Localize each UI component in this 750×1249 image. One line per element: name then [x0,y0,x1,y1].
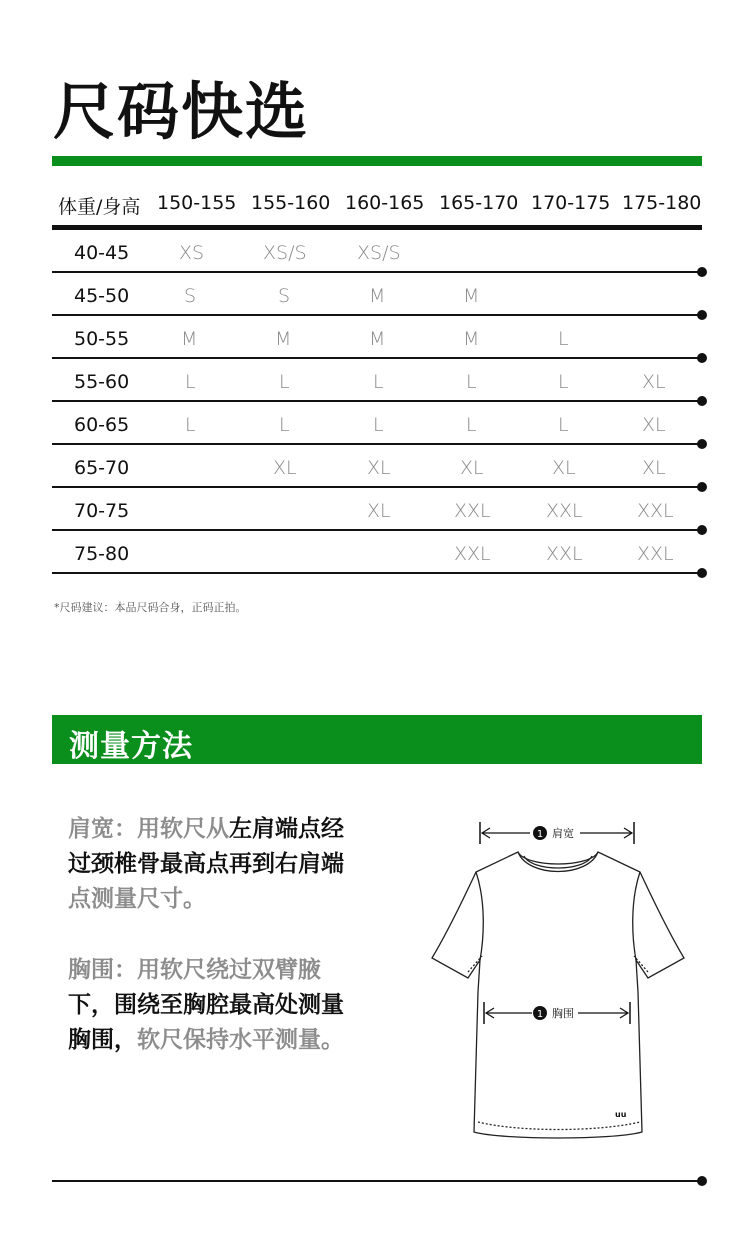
tshirt-diagram [418,812,698,1147]
table-row [52,230,702,273]
size-cell: L [466,414,477,436]
size-cell: XL [642,457,666,479]
size-cell: XS/S [263,242,307,264]
table-row [52,359,702,402]
row-weight-label: 40-45 [74,242,130,264]
size-cell: XS/S [357,242,401,264]
chest-line3-gray: 软尺保持水平测量。 [137,1027,344,1053]
shoulder-line1-black: 左肩端点经 [229,816,344,842]
size-cell: XS [179,242,205,264]
size-cell: L [279,371,290,393]
size-cell: L [373,414,384,436]
bottom-divider [52,1180,702,1182]
page-title: 尺码快选 [53,75,310,148]
size-cell: M [463,328,480,350]
size-cell: XL [642,414,666,436]
size-cell: L [373,371,384,393]
size-cell: M [369,285,386,307]
bottom-divider-dot [697,1176,707,1186]
header-height-col: 160-165 [345,192,425,214]
size-cell: XXL [546,543,583,565]
shoulder-description [68,812,368,917]
size-cell: S [184,285,197,307]
size-cell: XXL [454,543,491,565]
header-height-col: 165-170 [439,192,519,214]
size-cell: XL [460,457,484,479]
title-underline-bar [52,156,702,166]
size-cell: XL [642,371,666,393]
size-table [52,180,702,226]
size-cell: M [463,285,480,307]
row-weight-label: 65-70 [74,457,130,479]
size-cell: XL [367,457,391,479]
size-cell: L [466,371,477,393]
size-table-header [52,180,702,226]
size-cell: XL [273,457,297,479]
size-cell: M [369,328,386,350]
size-cell: XL [552,457,576,479]
tshirt-icon [432,852,684,1138]
size-cell: L [185,414,196,436]
method-header-bar [52,715,702,764]
shoulder-line2-black: 过颈椎骨最高点再到右肩端 [68,851,344,877]
header-weight-height: 体重/身高 [58,196,141,218]
chest-line1-gray: 胸围：用软尺绕过双臂腋 [68,957,321,983]
shoulder-line1-gray: 肩宽：用软尺从 [68,816,229,842]
row-weight-label: 70-75 [74,500,130,522]
row-divider [52,572,702,574]
shoulder-marker-number: 1 [536,829,544,840]
shoulder-line3-gray: 点测量尺寸。 [68,886,206,912]
size-cell: M [275,328,292,350]
table-row [52,273,702,316]
table-row [52,402,702,445]
size-cell: L [558,328,569,350]
size-cell: L [279,414,290,436]
size-cell: XXL [454,500,491,522]
row-weight-label: 75-80 [74,543,130,565]
size-cell: M [181,328,198,350]
chest-diagram-label: 胸围 [552,1007,574,1020]
size-cell: XXL [637,500,674,522]
chest-line3-black: 胸围， [68,1027,137,1053]
table-row [52,316,702,359]
size-cell: XL [367,500,391,522]
row-weight-label: 50-55 [74,328,130,350]
size-cell: XXL [546,500,583,522]
row-weight-label: 55-60 [74,371,130,393]
table-row [52,531,702,574]
shirt-logo: uu [615,1110,627,1119]
row-end-dot [697,568,707,578]
header-height-col: 170-175 [531,192,611,214]
chest-line2-black: 下，围绕至胸腔最高处测量 [68,992,344,1018]
header-height-col: 150-155 [157,192,237,214]
header-height-col: 155-160 [251,192,331,214]
size-cell: L [558,414,569,436]
size-note: *尺码建议：本品尺码合身，正码正拍。 [54,601,247,614]
header-height-col: 175-180 [622,192,702,214]
table-row [52,445,702,488]
row-weight-label: 45-50 [74,285,130,307]
table-row [52,488,702,531]
chest-marker-number: 1 [536,1009,544,1020]
shoulder-diagram-label: 肩宽 [552,827,574,840]
size-cell: L [558,371,569,393]
row-weight-label: 60-65 [74,414,130,436]
size-cell: S [278,285,291,307]
size-cell: L [185,371,196,393]
chest-description [68,953,368,1058]
method-title: 测量方法 [69,729,193,764]
size-cell: XXL [637,543,674,565]
